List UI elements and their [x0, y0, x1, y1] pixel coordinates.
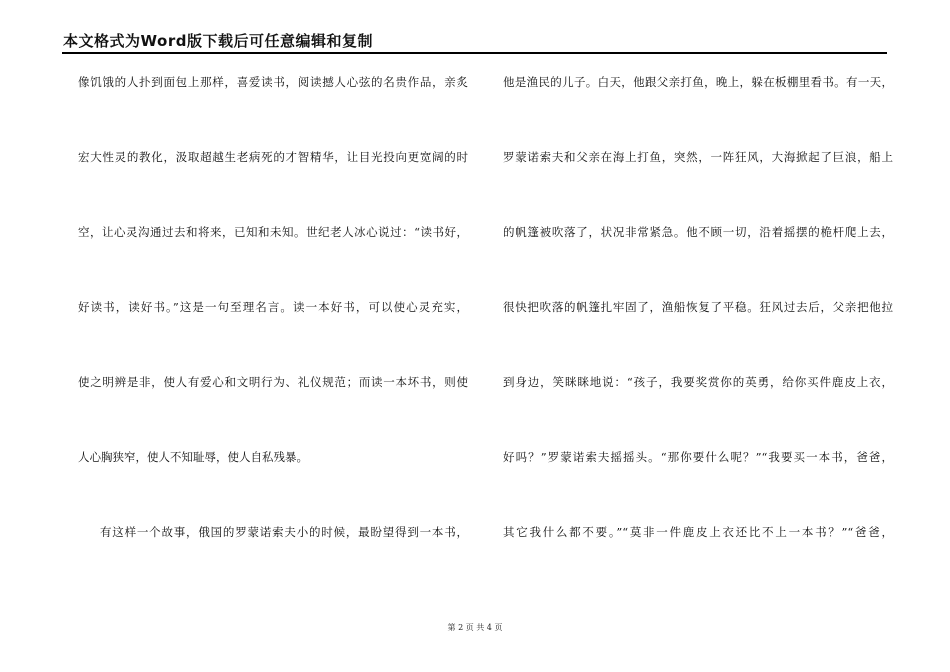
text-line: 的帆篷被吹落了，状况非常紧急。他不顾一切，沿着摇摆的桅杆爬上去， — [503, 225, 893, 239]
paragraph-start-line: 有这样一个故事，俄国的罗蒙诺索夫小的时候，最盼望得到一本书， — [100, 525, 468, 539]
text-line: 人心胸狭窄，使人不知耻辱，使人自私残暴。 — [78, 450, 308, 464]
text-line: 他是渔民的儿子。白天，他跟父亲打鱼，晚上，躲在板棚里看书。有一天， — [503, 75, 893, 89]
text-line: 像饥饿的人扑到面包上那样，喜爱读书，阅读撼人心弦的名贵作品，亲炙 — [78, 75, 468, 89]
text-line: 到身边，笑眯眯地说：“孩子，我要奖赏你的英勇，给你买件鹿皮上衣， — [503, 375, 893, 389]
header-divider — [62, 52, 887, 54]
text-line: 很快把吹落的帆篷扎牢固了，渔船恢复了平稳。狂风过去后，父亲把他拉 — [503, 300, 893, 314]
text-line: 使之明辨是非，使人有爱心和文明行为、礼仪规范；而读一本坏书，则使 — [78, 375, 468, 389]
text-line: 罗蒙诺索夫和父亲在海上打鱼，突然，一阵狂风，大海掀起了巨浪，船上 — [503, 150, 893, 164]
text-line: 好读书，读好书。”这是一句至理名言。读一本好书，可以使心灵充实， — [78, 300, 468, 314]
page-number-footer: 第 2 页 共 4 页 — [447, 623, 503, 632]
document-header-title: 本文格式为Word版下载后可任意编辑和复制 — [63, 32, 373, 50]
text-line: 宏大性灵的教化，汲取超越生老病死的才智精华，让目光投向更宽阔的时 — [78, 150, 468, 164]
text-line: 空，让心灵沟通过去和将来，已知和未知。世纪老人冰心说过：“读书好， — [78, 225, 468, 239]
text-line: 其它我什么都不要。”“莫非一件鹿皮上衣还比不上一本书？”“爸爸， — [503, 525, 893, 539]
text-line: 好吗？”罗蒙诺索夫摇摇头。“那你要什么呢？”“我要买一本书，爸爸， — [503, 450, 893, 464]
